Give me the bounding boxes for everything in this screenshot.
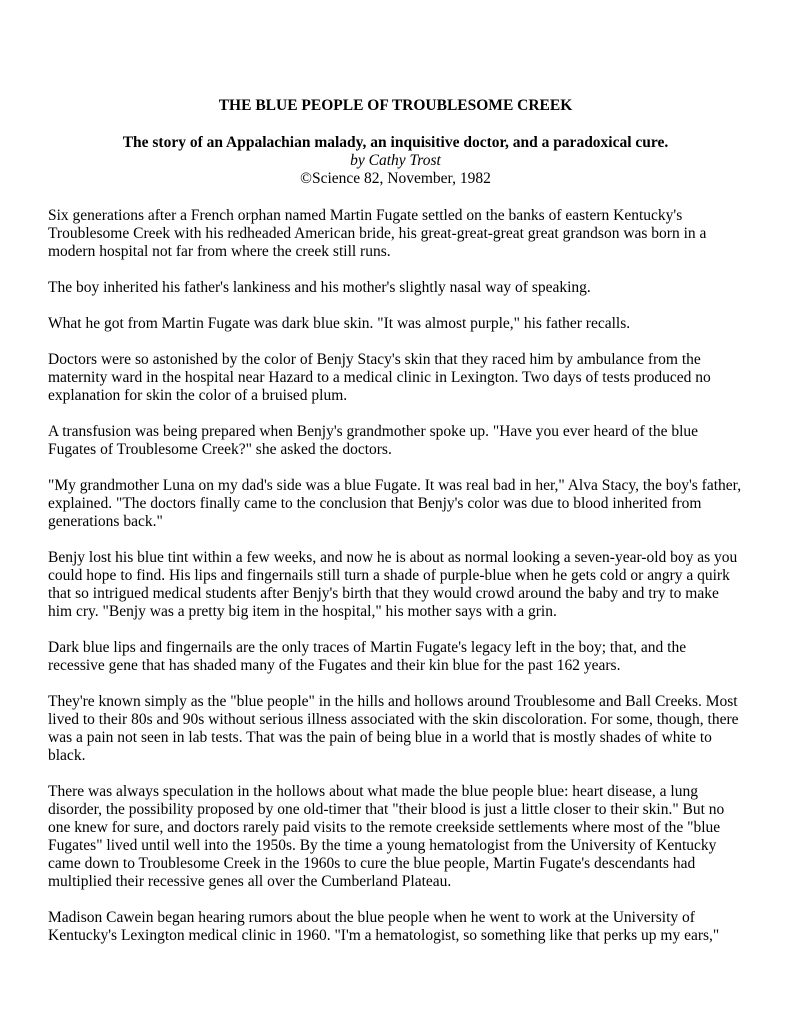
paragraph: Madison Cawein began hearing rumors about the blue people when he went to work at the University of Kentucky's Lexington medical clinic in 1960. "I'm a hematologist, so something like that perks up my ears," [48, 909, 720, 944]
paragraph: The boy inherited his father's lankiness and his mother's slightly nasal way of speaking. [48, 279, 591, 296]
paragraph: They're known simply as the "blue people" in the hills and hollows around Troublesome and Ball Creeks. Most lived to their 80s and 90s without serious illness associated with the skin discoloration. For some, though, there was a pain not seen in lab tests. That was the pain of being blue in a world that is mostly shades of white to black. [48, 693, 739, 764]
article-byline: by Cathy Trost [350, 152, 441, 169]
paragraph: There was always speculation in the hollows about what made the blue people blue: heart disease, a lung disorder, the possibility proposed by one old-timer that "their blood is just a little closer to their skin." But no one knew for sure, and doctors rarely paid visits to the remote creekside settlements where most of the "blue Fugates" lived until well into the 1950s. By the time a young hematologist from the University of Kentucky came down to Troublesome Creek in the 1960s to cure the blue people, Martin Fugate's descendants had multiplied their recessive genes all over the Cumberland Plateau. [48, 783, 725, 890]
paragraph: "My grandmother Luna on my dad's side was a blue Fugate. It was real bad in her," Alva Stacy, the boy's father, explained. "The doctors finally came to the conclusion that Benjy's color was due to blood inherited from generations back." [48, 477, 742, 530]
article-title: THE BLUE PEOPLE OF TROUBLESOME CREEK [218, 97, 573, 114]
paragraph: Dark blue lips and fingernails are the only traces of Martin Fugate's legacy left in the boy; that, and the recessive gene that has shaded many of the Fugates and their kin blue for the past 162 years. [48, 639, 687, 674]
paragraph: A transfusion was being prepared when Benjy's grandmother spoke up. "Have you ever heard of the blue Fugates of Troublesome Creek?" she asked the doctors. [48, 423, 699, 458]
paragraph: Doctors were so astonished by the color of Benjy Stacy's skin that they raced him by ambulance from the maternity ward in the hospital near Hazard to a medical clinic in Lexington. Two days of tests produced no explanation for skin the color of a bruised plum. [48, 351, 711, 404]
article-subtitle: The story of an Appalachian malady, an inquisitive doctor, and a paradoxical cure. [122, 134, 669, 151]
paragraph: What he got from Martin Fugate was dark blue skin. "It was almost purple," his father recalls. [48, 315, 631, 332]
article-source: ©Science 82, November, 1982 [300, 170, 491, 187]
paragraph: Benjy lost his blue tint within a few weeks, and now he is about as normal looking a seven-year-old boy as you could hope to find. His lips and fingernails still turn a shade of purple-blue when he gets cold or angry a quirk that so intrigued medical students after Benjy's birth that they would crowd around the baby and try to make him cry. "Benjy was a pretty big item in the hospital," his mother says with a grin. [48, 549, 738, 620]
paragraph: Six generations after a French orphan named Martin Fugate settled on the banks of eastern Kentucky's Troublesome Creek with his redheaded American bride, his great-great-great great grandson was born in a modern hospital not far from where the creek still runs. [48, 207, 707, 260]
article-body [48, 207, 743, 945]
